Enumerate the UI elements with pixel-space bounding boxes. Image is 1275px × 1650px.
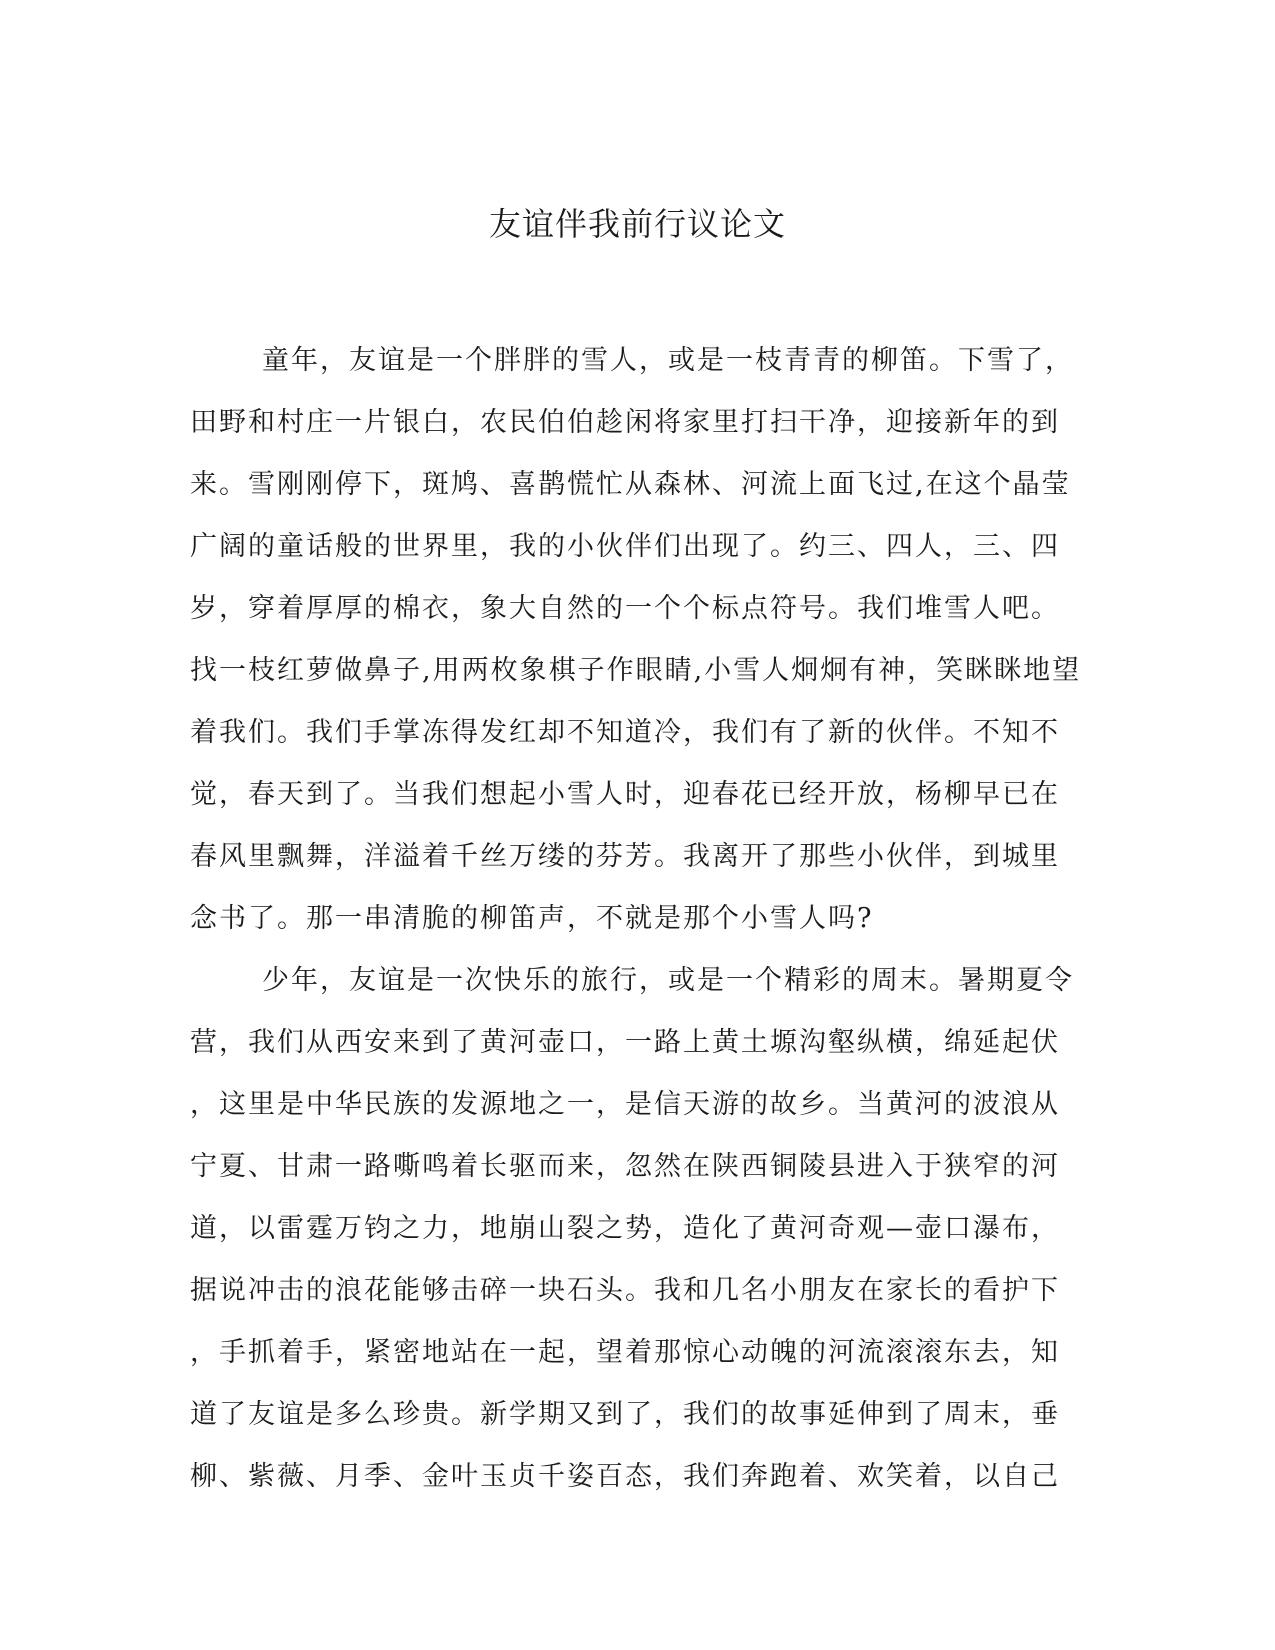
text-line: 念书了。那一串清脆的柳笛声，不就是那个小雪人吗? xyxy=(190,903,874,934)
text-line: 田野和村庄一片银白，农民伯伯趁闲将家里打扫干净，迎接新年的到 xyxy=(190,407,1060,438)
text-line: 柳、紫薇、月季、金叶玉贞千姿百态，我们奔跑着、欢笑着，以自己 xyxy=(190,1461,1060,1492)
paragraph-youth xyxy=(190,950,1074,1508)
document-body xyxy=(190,330,1082,1508)
text-line: 找一枝红萝做鼻子,用两枚象棋子作眼睛,小雪人炯炯有神，笑眯眯地望 xyxy=(190,655,1082,686)
text-line: 岁，穿着厚厚的棉衣，象大自然的一个个标点符号。我们堆雪人吧。 xyxy=(190,593,1060,624)
text-line: 据说冲击的浪花能够击碎一块石头。我和几名小朋友在家长的看护下 xyxy=(190,1275,1060,1306)
text-line: 少年，友谊是一次快乐的旅行，或是一个精彩的周末。暑期夏令 xyxy=(262,965,1074,996)
text-line: 道了友谊是多么珍贵。新学期又到了，我们的故事延伸到了周末，垂 xyxy=(190,1399,1060,1430)
text-line: 春风里飘舞，洋溢着千丝万缕的芬芳。我离开了那些小伙伴，到城里 xyxy=(190,841,1060,872)
paragraph-childhood xyxy=(190,330,1082,950)
text-line: 觉，春天到了。当我们想起小雪人时，迎春花已经开放，杨柳早已在 xyxy=(190,779,1060,810)
text-line: 营，我们从西安来到了黄河壶口，一路上黄土塬沟壑纵横，绵延起伏 xyxy=(190,1027,1060,1058)
text-line: ，这里是中华民族的发源地之一，是信天游的故乡。当黄河的波浪从 xyxy=(190,1089,1060,1120)
text-line: 宁夏、甘肃一路嘶鸣着长驱而来，忽然在陕西铜陵县进入于狭窄的河 xyxy=(190,1151,1060,1182)
text-line: 广阔的童话般的世界里，我的小伙伴们出现了。约三、四人，三、四 xyxy=(190,531,1060,562)
text-line: 着我们。我们手掌冻得发红却不知道冷，我们有了新的伙伴。不知不 xyxy=(190,717,1060,748)
text-line: 来。雪刚刚停下，斑鸠、喜鹊慌忙从森林、河流上面飞过,在这个晶莹 xyxy=(190,469,1071,500)
text-line: ，手抓着手，紧密地站在一起，望着那惊心动魄的河流滚滚东去，知 xyxy=(190,1337,1060,1368)
document-title: 友谊伴我前行议论文 xyxy=(488,205,786,243)
text-line: 道，以雷霆万钧之力，地崩山裂之势，造化了黄河奇观—壶口瀑布， xyxy=(190,1213,1060,1244)
text-line: 童年，友谊是一个胖胖的雪人，或是一枝青青的柳笛。下雪了， xyxy=(262,345,1074,376)
